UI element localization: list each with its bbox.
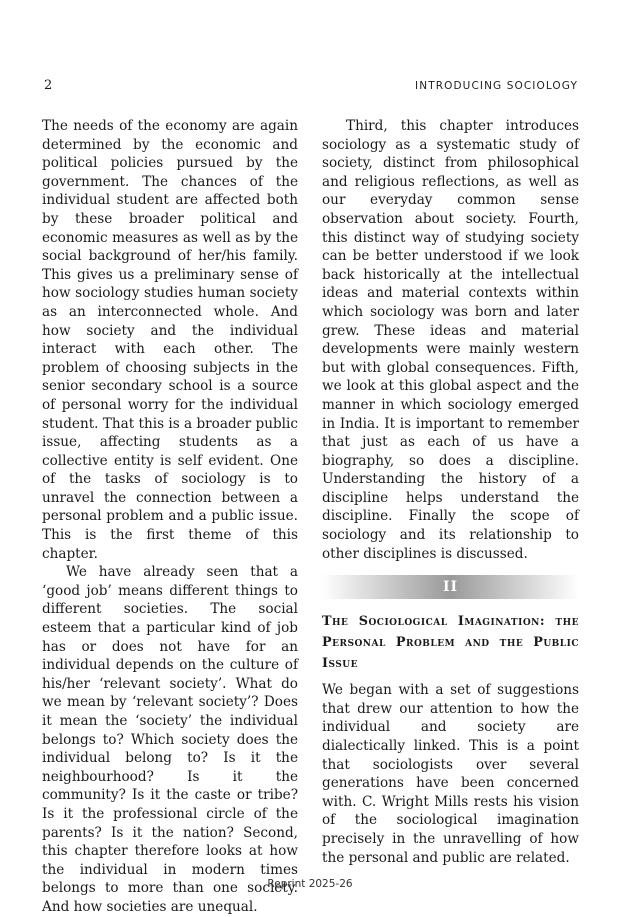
- section-divider-bar: [322, 575, 579, 599]
- section-heading: The Sociological Imagination: the Personal Problem and the Public Issue: [322, 614, 579, 672]
- body-paragraph: The needs of the economy are again determined by the economic and political policies pursued by the government. The chances of the individual student are affected both by these broader political and economic measures as well as by the social background of her/his family. This gives us a preliminary sense of how sociology studies human society as an interconnected whole. And how society and the individual interact with each other. The problem of choosing subjects in the senior secondary school is a source of personal worry for the individual student. That this is a broader public issue, affecting students as a collective entity is self evident. One of the tasks of sociology is to unravel the connection between a personal problem and a public issue. This is the first theme of this chapter.: [42, 118, 298, 562]
- body-paragraph: We have already seen that a ‘good job’ means different things to different societies. The social esteem that a particular kind of job has or does not have for an individual depends on the culture of his/her ‘relevant society’. What do we mean by ‘relevant society’? Does it mean the ‘society’ the individual belongs to? Which society does the individual belong to? Is it the neighbourhood? Is it the community? Is it the caste or tribe? Is it the professional circle of the parents? Is it the nation? Second, this chapter therefore looks at how the individual in modern times belongs to more than one society. And how societies are unequal.: [42, 564, 298, 915]
- section-number: II: [442, 578, 459, 595]
- right-column: [322, 117, 579, 867]
- page-number: 2: [44, 78, 53, 93]
- running-header: INTRODUCING SOCIOLOGY: [415, 80, 578, 92]
- body-paragraph: Third, this chapter introduces sociology as a systematic study of society, distinct from philosophical and religious reflections, as well as our everyday common sense observation about society. Fourth, this distinct way of studying society can be better understood if we look back historically at the intellectual ideas and material contexts within which sociology was born and later grew. These ideas and material developments were mainly western but with global consequences. Fifth, we look at this global aspect and the manner in which sociology emerged in India. It is important to remember that just as each of us have a biography, so does a discipline. Understanding the history of a discipline helps understand the discipline. Finally the scope of sociology and its relationship to other disciplines is discussed.: [322, 118, 579, 562]
- body-paragraph: We began with a set of suggestions that drew our attention to how the individual and society are dialectically linked. This is a point that sociologists over several generations have been concerned with. C. Wright Mills rests his vision of the sociological imagination precisely in the unravelling of how the personal and public are related.: [322, 682, 579, 866]
- reprint-footer: Reprint 2025-26: [267, 878, 353, 890]
- left-column: [42, 117, 298, 917]
